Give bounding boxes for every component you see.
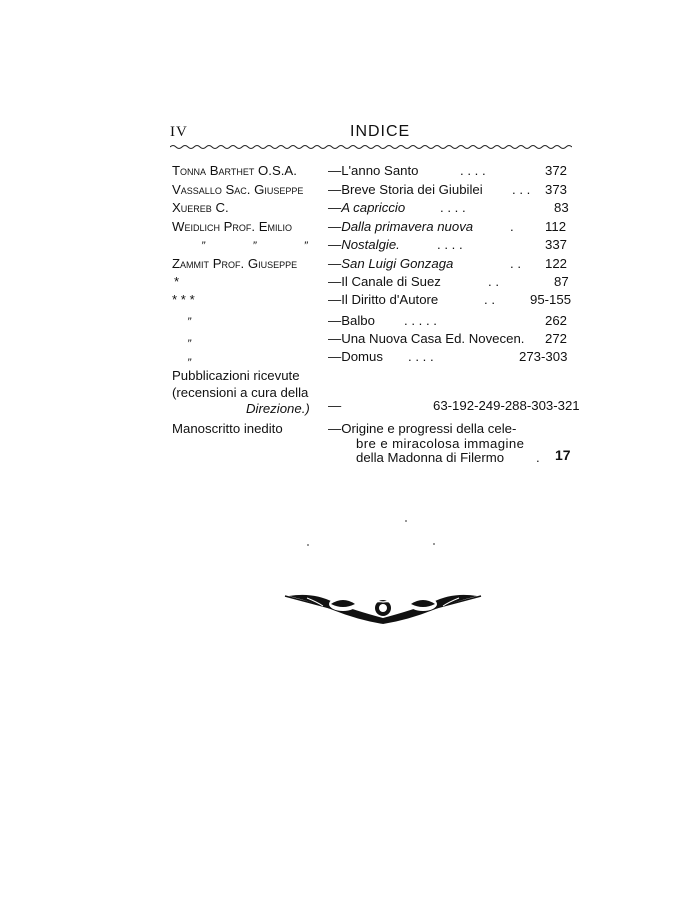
- manuscript-label: Manoscritto inedito: [172, 421, 283, 436]
- ditto-marks: ”: [187, 315, 191, 329]
- leader-dots: .: [536, 450, 540, 465]
- page-ref: 373: [545, 182, 568, 197]
- print-speck: [433, 543, 435, 545]
- page-number: IV: [170, 124, 188, 140]
- entry-title: —Nostalgie.: [328, 237, 400, 252]
- entry-title: —Il Canale di Suez: [328, 274, 441, 289]
- entry-title: —Breve Storia dei Giubilei: [328, 182, 483, 197]
- page-ref: 87: [554, 274, 569, 289]
- author-name: Vassallo Sac. Giuseppe: [172, 182, 304, 197]
- leader-dots: . . . .: [408, 349, 434, 364]
- leader-dots: . .: [484, 292, 495, 307]
- page-ref: 17: [555, 447, 571, 463]
- page-ref: 122: [545, 256, 568, 271]
- leader-dots: .: [510, 219, 514, 234]
- entry-title: —L'anno Santo: [328, 163, 419, 178]
- entry-title-cont: bre e miracolosa immagine: [356, 436, 525, 451]
- page-ref: 95-155: [530, 292, 572, 307]
- page-ref: 262: [545, 313, 568, 328]
- publications-dash: —: [328, 398, 342, 413]
- entry-title: —Il Diritto d'Autore: [328, 292, 439, 307]
- author-name: Weidlich Prof. Emilio: [172, 219, 293, 234]
- page-ref: 273-303: [519, 349, 568, 364]
- publications-note: (recensioni a cura della: [172, 385, 309, 400]
- leader-dots: . .: [488, 274, 499, 289]
- header-wavy-rule: [170, 143, 572, 151]
- entry-title: —Una Nuova Casa Ed. Novecen.: [328, 331, 525, 346]
- print-speck: [405, 520, 407, 522]
- entry-title: —Domus: [328, 349, 383, 364]
- page-ref: 112: [545, 219, 567, 234]
- asterisk-mark: * * *: [172, 292, 195, 307]
- ditto-marks: ” ” ”: [201, 239, 330, 253]
- leader-dots: . . . .: [437, 237, 463, 252]
- page-ref: 63-192-249-288-303-321: [433, 398, 580, 413]
- page-ref: 337: [545, 237, 568, 252]
- leader-dots: . . .: [512, 182, 531, 197]
- leader-dots: . . . .: [460, 163, 486, 178]
- publications-note-end: Direzione.): [246, 401, 310, 416]
- entry-title: —San Luigi Gonzaga: [328, 256, 454, 271]
- decorative-ornament: [283, 588, 483, 628]
- publications-label: Pubblicazioni ricevute: [172, 368, 300, 383]
- asterisk-mark: *: [174, 274, 180, 289]
- ditto-marks: ”: [187, 356, 191, 370]
- entry-title: —A capriccio: [328, 200, 406, 215]
- page-ref: 272: [545, 331, 568, 346]
- entry-title: —Dalla primavera nuova: [328, 219, 474, 234]
- print-speck: [307, 544, 309, 546]
- ditto-marks: ”: [187, 337, 191, 351]
- leader-dots: . . . . .: [404, 313, 437, 328]
- author-name: Zammit Prof. Giuseppe: [172, 256, 298, 271]
- page-title: INDICE: [350, 123, 411, 140]
- entry-title: —Balbo: [328, 313, 375, 328]
- author-name: Xuereb C.: [172, 200, 229, 215]
- leader-dots: . .: [510, 256, 521, 271]
- page-ref: 372: [545, 163, 568, 178]
- author-name: Tonna Barthet O.S.A.: [172, 163, 297, 178]
- entry-title-cont: della Madonna di Filermo: [356, 450, 505, 465]
- leader-dots: . . . .: [440, 200, 466, 215]
- entry-title: —Origine e progressi della cele-: [328, 421, 517, 436]
- page-ref: 83: [554, 200, 569, 215]
